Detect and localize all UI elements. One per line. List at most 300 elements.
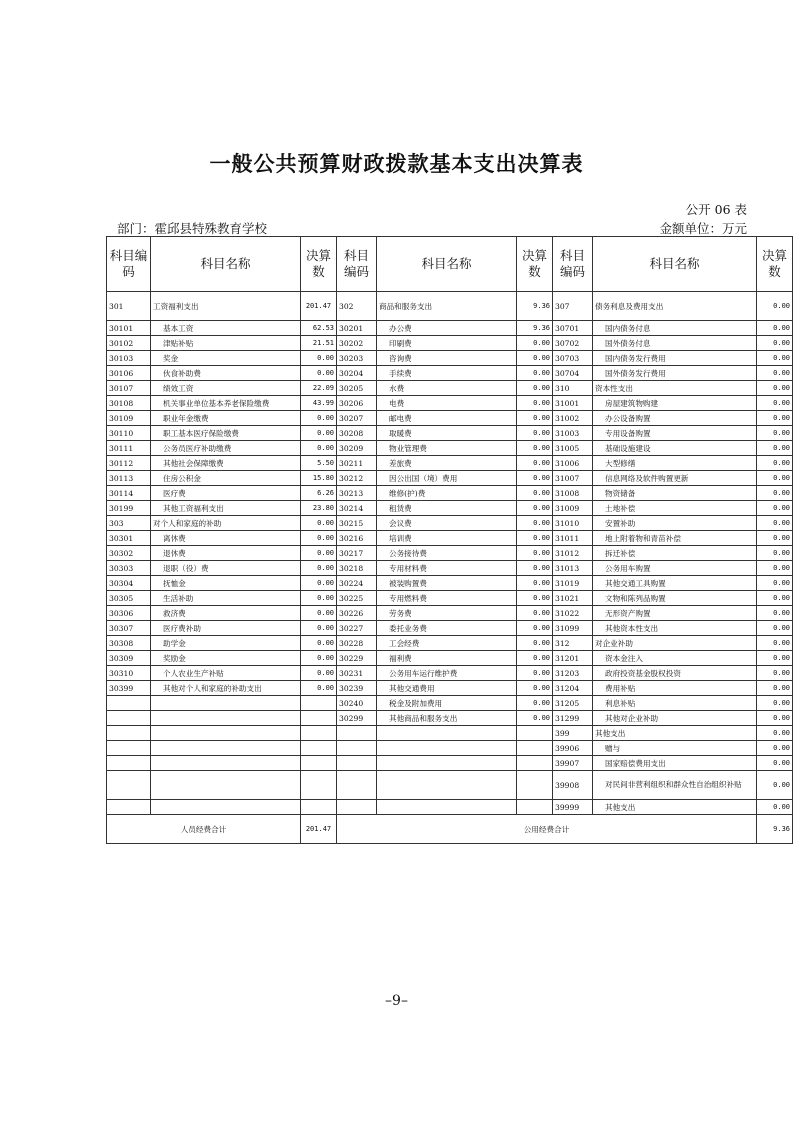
code-cell: 30226 bbox=[337, 606, 377, 621]
code-cell: 39999 bbox=[553, 800, 593, 815]
code-cell bbox=[337, 741, 377, 756]
amount-cell: 0.00 bbox=[517, 501, 553, 516]
name-cell: 土地补偿 bbox=[593, 501, 757, 516]
code-cell: 31022 bbox=[553, 606, 593, 621]
amount-cell: 0.00 bbox=[517, 681, 553, 696]
code-cell bbox=[107, 771, 151, 800]
code-cell: 30108 bbox=[107, 396, 151, 411]
name-cell: 信息网络及软件购置更新 bbox=[593, 471, 757, 486]
amount-cell: 0.00 bbox=[301, 666, 337, 681]
code-cell: 30204 bbox=[337, 366, 377, 381]
name-cell: 其他商品和服务支出 bbox=[377, 711, 517, 726]
amount-cell: 0.00 bbox=[517, 516, 553, 531]
amount-cell: 0.00 bbox=[757, 501, 793, 516]
amount-cell: 6.26 bbox=[301, 486, 337, 501]
code-cell: 30206 bbox=[337, 396, 377, 411]
name-cell: 国外债务发行费用 bbox=[593, 366, 757, 381]
amount-cell: 0.00 bbox=[757, 292, 793, 321]
amount-cell: 0.00 bbox=[757, 546, 793, 561]
name-cell: 离休费 bbox=[151, 531, 301, 546]
amount-cell: 0.00 bbox=[517, 471, 553, 486]
table-row bbox=[107, 292, 793, 321]
name-cell: 专用设备购置 bbox=[593, 426, 757, 441]
name-cell: 医疗费 bbox=[151, 486, 301, 501]
name-cell: 生活补助 bbox=[151, 591, 301, 606]
name-cell: 地上附着物和青苗补偿 bbox=[593, 531, 757, 546]
amount-cell: 0.00 bbox=[757, 636, 793, 651]
amount-cell: 0.00 bbox=[517, 606, 553, 621]
amount-cell: 0.00 bbox=[517, 591, 553, 606]
code-cell: 30228 bbox=[337, 636, 377, 651]
code-cell: 30208 bbox=[337, 426, 377, 441]
code-cell: 31010 bbox=[553, 516, 593, 531]
amount-cell: 0.00 bbox=[757, 681, 793, 696]
name-cell bbox=[151, 711, 301, 726]
code-cell: 30240 bbox=[337, 696, 377, 711]
code-cell: 30701 bbox=[553, 321, 593, 336]
amount-cell: 0.00 bbox=[757, 756, 793, 771]
amount-cell: 0.00 bbox=[517, 576, 553, 591]
amount-cell: 62.53 bbox=[301, 321, 337, 336]
code-cell: 30213 bbox=[337, 486, 377, 501]
name-cell: 其他社会保障缴费 bbox=[151, 456, 301, 471]
name-cell: 委托业务费 bbox=[377, 621, 517, 636]
amount-cell: 15.80 bbox=[301, 471, 337, 486]
code-cell: 30229 bbox=[337, 651, 377, 666]
amount-cell: 0.00 bbox=[757, 396, 793, 411]
code-cell: 30202 bbox=[337, 336, 377, 351]
amount-cell: 0.00 bbox=[301, 411, 337, 426]
amount-cell: 0.00 bbox=[757, 561, 793, 576]
table-row bbox=[107, 366, 793, 381]
code-cell: 30113 bbox=[107, 471, 151, 486]
name-cell: 会议费 bbox=[377, 516, 517, 531]
name-cell: 邮电费 bbox=[377, 411, 517, 426]
table-row bbox=[107, 606, 793, 621]
amount-cell: 0.00 bbox=[757, 621, 793, 636]
code-cell: 303 bbox=[107, 516, 151, 531]
code-cell bbox=[107, 756, 151, 771]
name-cell: 公务员医疗补助缴费 bbox=[151, 441, 301, 456]
name-cell: 其他工资福利支出 bbox=[151, 501, 301, 516]
code-cell bbox=[337, 800, 377, 815]
name-cell: 公务接待费 bbox=[377, 546, 517, 561]
amount-cell: 0.00 bbox=[757, 366, 793, 381]
name-cell: 差旅费 bbox=[377, 456, 517, 471]
amount-cell: 0.00 bbox=[757, 426, 793, 441]
personnel-total-label: 人员经费合计 bbox=[107, 815, 301, 844]
name-cell: 专用材料费 bbox=[377, 561, 517, 576]
table-row bbox=[107, 531, 793, 546]
code-cell: 30107 bbox=[107, 381, 151, 396]
name-cell: 租赁费 bbox=[377, 501, 517, 516]
table-row bbox=[107, 711, 793, 726]
code-cell: 31099 bbox=[553, 621, 593, 636]
name-cell: 津贴补贴 bbox=[151, 336, 301, 351]
name-cell: 资本金注入 bbox=[593, 651, 757, 666]
amount-cell: 0.00 bbox=[757, 696, 793, 711]
code-cell bbox=[107, 726, 151, 741]
code-cell: 30109 bbox=[107, 411, 151, 426]
code-cell: 31007 bbox=[553, 471, 593, 486]
table-row bbox=[107, 501, 793, 516]
amount-cell: 0.00 bbox=[517, 396, 553, 411]
amount-cell: 0.00 bbox=[517, 561, 553, 576]
table-row bbox=[107, 396, 793, 411]
amount-cell: 0.00 bbox=[301, 681, 337, 696]
code-cell: 30214 bbox=[337, 501, 377, 516]
code-cell: 30309 bbox=[107, 651, 151, 666]
header-name-3: 科目名称 bbox=[593, 237, 757, 292]
code-cell: 30203 bbox=[337, 351, 377, 366]
name-cell: 资本性支出 bbox=[593, 381, 757, 396]
code-cell: 30302 bbox=[107, 546, 151, 561]
header-code-3: 科目编码 bbox=[553, 237, 593, 292]
name-cell: 退职（役）费 bbox=[151, 561, 301, 576]
amount-cell: 0.00 bbox=[757, 471, 793, 486]
amount-cell: 0.00 bbox=[301, 351, 337, 366]
name-cell: 大型修缮 bbox=[593, 456, 757, 471]
name-cell: 个人农业生产补贴 bbox=[151, 666, 301, 681]
public-total-label: 公用经费合计 bbox=[337, 815, 757, 844]
table-row bbox=[107, 471, 793, 486]
code-cell: 30308 bbox=[107, 636, 151, 651]
code-cell bbox=[337, 771, 377, 800]
amount-cell: 0.00 bbox=[517, 456, 553, 471]
code-cell bbox=[337, 756, 377, 771]
code-cell: 310 bbox=[553, 381, 593, 396]
name-cell: 国内债务发行费用 bbox=[593, 351, 757, 366]
code-cell: 30106 bbox=[107, 366, 151, 381]
amount-cell bbox=[301, 726, 337, 741]
amount-cell: 0.00 bbox=[757, 606, 793, 621]
name-cell: 取暖费 bbox=[377, 426, 517, 441]
name-cell: 咨询费 bbox=[377, 351, 517, 366]
amount-cell: 0.00 bbox=[301, 546, 337, 561]
name-cell bbox=[377, 771, 517, 800]
code-cell: 31006 bbox=[553, 456, 593, 471]
name-cell: 住房公积金 bbox=[151, 471, 301, 486]
code-cell: 31299 bbox=[553, 711, 593, 726]
amount-cell: 22.09 bbox=[301, 381, 337, 396]
name-cell: 医疗费补助 bbox=[151, 621, 301, 636]
table-row bbox=[107, 336, 793, 351]
name-cell: 机关事业单位基本养老保险缴费 bbox=[151, 396, 301, 411]
table-row bbox=[107, 411, 793, 426]
amount-cell: 0.00 bbox=[757, 651, 793, 666]
amount-cell: 0.00 bbox=[757, 351, 793, 366]
table-row bbox=[107, 696, 793, 711]
amount-cell: 0.00 bbox=[301, 561, 337, 576]
amount-cell bbox=[301, 771, 337, 800]
table-row bbox=[107, 621, 793, 636]
table-row bbox=[107, 456, 793, 471]
table-row bbox=[107, 771, 793, 800]
code-cell: 30110 bbox=[107, 426, 151, 441]
code-cell: 30307 bbox=[107, 621, 151, 636]
table-row bbox=[107, 426, 793, 441]
code-cell: 39907 bbox=[553, 756, 593, 771]
name-cell: 维修(护)费 bbox=[377, 486, 517, 501]
code-cell: 31021 bbox=[553, 591, 593, 606]
name-cell: 无形资产购置 bbox=[593, 606, 757, 621]
table-row bbox=[107, 636, 793, 651]
code-cell bbox=[107, 741, 151, 756]
table-row bbox=[107, 561, 793, 576]
amount-cell: 0.00 bbox=[301, 636, 337, 651]
name-cell: 税金及附加费用 bbox=[377, 696, 517, 711]
code-cell: 30225 bbox=[337, 591, 377, 606]
code-cell bbox=[107, 711, 151, 726]
amount-cell: 0.00 bbox=[517, 636, 553, 651]
name-cell: 安置补助 bbox=[593, 516, 757, 531]
amount-cell bbox=[517, 771, 553, 800]
amount-cell: 0.00 bbox=[517, 426, 553, 441]
amount-cell: 0.00 bbox=[757, 456, 793, 471]
amount-cell: 0.00 bbox=[757, 771, 793, 800]
amount-cell: 0.00 bbox=[757, 711, 793, 726]
amount-cell: 0.00 bbox=[517, 621, 553, 636]
name-cell: 水费 bbox=[377, 381, 517, 396]
name-cell: 电费 bbox=[377, 396, 517, 411]
code-cell: 30399 bbox=[107, 681, 151, 696]
amount-cell: 0.00 bbox=[757, 441, 793, 456]
amount-cell: 0.00 bbox=[517, 336, 553, 351]
name-cell: 职工基本医疗保险缴费 bbox=[151, 426, 301, 441]
name-cell: 对企业补助 bbox=[593, 636, 757, 651]
name-cell: 专用燃料费 bbox=[377, 591, 517, 606]
name-cell: 助学金 bbox=[151, 636, 301, 651]
amount-cell: 0.00 bbox=[301, 516, 337, 531]
name-cell: 其他资本性支出 bbox=[593, 621, 757, 636]
code-cell: 31008 bbox=[553, 486, 593, 501]
amount-cell: 0.00 bbox=[301, 591, 337, 606]
table-row bbox=[107, 741, 793, 756]
amount-cell bbox=[517, 741, 553, 756]
code-cell: 30227 bbox=[337, 621, 377, 636]
name-cell: 办公费 bbox=[377, 321, 517, 336]
amount-cell: 0.00 bbox=[517, 696, 553, 711]
name-cell: 物业管理费 bbox=[377, 441, 517, 456]
name-cell: 救济费 bbox=[151, 606, 301, 621]
name-cell: 退休费 bbox=[151, 546, 301, 561]
department-label: 部门：霍邱县特殊教育学校 bbox=[117, 221, 268, 236]
code-cell bbox=[107, 696, 151, 711]
amount-cell: 23.80 bbox=[301, 501, 337, 516]
code-cell: 30209 bbox=[337, 441, 377, 456]
code-cell bbox=[337, 726, 377, 741]
table-row bbox=[107, 756, 793, 771]
name-cell: 公务用车购置 bbox=[593, 561, 757, 576]
amount-cell: 0.00 bbox=[301, 531, 337, 546]
code-cell: 31005 bbox=[553, 441, 593, 456]
code-cell: 30299 bbox=[337, 711, 377, 726]
code-cell: 31009 bbox=[553, 501, 593, 516]
amount-cell: 0.00 bbox=[517, 666, 553, 681]
amount-cell: 0.00 bbox=[517, 486, 553, 501]
name-cell: 因公出国（境）费用 bbox=[377, 471, 517, 486]
amount-cell bbox=[301, 756, 337, 771]
code-cell: 30301 bbox=[107, 531, 151, 546]
amount-cell: 0.00 bbox=[517, 546, 553, 561]
amount-cell: 5.50 bbox=[301, 456, 337, 471]
code-cell: 30702 bbox=[553, 336, 593, 351]
code-cell: 312 bbox=[553, 636, 593, 651]
name-cell: 物资储备 bbox=[593, 486, 757, 501]
code-cell: 30111 bbox=[107, 441, 151, 456]
code-cell: 30704 bbox=[553, 366, 593, 381]
amount-cell: 0.00 bbox=[517, 351, 553, 366]
name-cell: 商品和服务支出 bbox=[377, 292, 517, 321]
name-cell: 办公设备购置 bbox=[593, 411, 757, 426]
header-amount-3: 决算数 bbox=[757, 237, 793, 292]
name-cell bbox=[151, 726, 301, 741]
code-cell: 30239 bbox=[337, 681, 377, 696]
code-cell: 30114 bbox=[107, 486, 151, 501]
amount-cell bbox=[301, 711, 337, 726]
amount-cell: 0.00 bbox=[757, 666, 793, 681]
code-cell: 30216 bbox=[337, 531, 377, 546]
amount-cell: 0.00 bbox=[301, 366, 337, 381]
code-cell: 301 bbox=[107, 292, 151, 321]
amount-cell: 0.00 bbox=[757, 531, 793, 546]
amount-cell bbox=[517, 726, 553, 741]
code-cell: 30305 bbox=[107, 591, 151, 606]
name-cell: 绩效工资 bbox=[151, 381, 301, 396]
amount-cell bbox=[517, 756, 553, 771]
name-cell: 费用补贴 bbox=[593, 681, 757, 696]
name-cell: 房屋建筑物购建 bbox=[593, 396, 757, 411]
public-total-value: 9.36 bbox=[757, 815, 793, 844]
amount-cell: 0.00 bbox=[757, 591, 793, 606]
amount-cell: 0.00 bbox=[757, 486, 793, 501]
name-cell: 被装购置费 bbox=[377, 576, 517, 591]
amount-cell: 0.00 bbox=[517, 711, 553, 726]
name-cell: 工会经费 bbox=[377, 636, 517, 651]
name-cell: 劳务费 bbox=[377, 606, 517, 621]
name-cell bbox=[151, 756, 301, 771]
name-cell: 其他对个人和家庭的补助支出 bbox=[151, 681, 301, 696]
name-cell: 国外债务付息 bbox=[593, 336, 757, 351]
name-cell: 工资福利支出 bbox=[151, 292, 301, 321]
code-cell: 31002 bbox=[553, 411, 593, 426]
amount-cell: 0.00 bbox=[757, 741, 793, 756]
amount-cell: 0.00 bbox=[301, 651, 337, 666]
table-row bbox=[107, 681, 793, 696]
personnel-total-value: 201.47 bbox=[301, 815, 337, 844]
amount-cell: 0.00 bbox=[301, 621, 337, 636]
code-cell: 399 bbox=[553, 726, 593, 741]
name-cell: 公务用车运行维护费 bbox=[377, 666, 517, 681]
amount-cell: 0.00 bbox=[757, 336, 793, 351]
name-cell: 基本工资 bbox=[151, 321, 301, 336]
code-cell: 39908 bbox=[553, 771, 593, 800]
totals-row bbox=[107, 815, 793, 844]
code-cell bbox=[107, 800, 151, 815]
table-row bbox=[107, 800, 793, 815]
amount-cell bbox=[301, 741, 337, 756]
code-cell: 31019 bbox=[553, 576, 593, 591]
header-name-1: 科目名称 bbox=[151, 237, 301, 292]
code-cell: 30199 bbox=[107, 501, 151, 516]
code-cell: 31204 bbox=[553, 681, 593, 696]
code-cell: 31013 bbox=[553, 561, 593, 576]
table-row bbox=[107, 666, 793, 681]
code-cell: 31012 bbox=[553, 546, 593, 561]
table-row bbox=[107, 486, 793, 501]
name-cell: 对个人和家庭的补助 bbox=[151, 516, 301, 531]
code-cell: 31201 bbox=[553, 651, 593, 666]
amount-cell: 21.51 bbox=[301, 336, 337, 351]
header-code-1: 科目编码 bbox=[107, 237, 151, 292]
name-cell: 其他交通费用 bbox=[377, 681, 517, 696]
table-row bbox=[107, 321, 793, 336]
code-cell: 31203 bbox=[553, 666, 593, 681]
name-cell bbox=[377, 726, 517, 741]
header-amount-2: 决算数 bbox=[517, 237, 553, 292]
amount-cell: 0.00 bbox=[517, 411, 553, 426]
code-cell: 30101 bbox=[107, 321, 151, 336]
amount-cell: 201.47 bbox=[301, 292, 337, 321]
name-cell: 赠与 bbox=[593, 741, 757, 756]
name-cell: 抚恤金 bbox=[151, 576, 301, 591]
code-cell: 31205 bbox=[553, 696, 593, 711]
name-cell: 利息补贴 bbox=[593, 696, 757, 711]
amount-cell bbox=[517, 800, 553, 815]
name-cell bbox=[377, 800, 517, 815]
amount-cell: 0.00 bbox=[517, 381, 553, 396]
table-row bbox=[107, 591, 793, 606]
code-cell: 30211 bbox=[337, 456, 377, 471]
code-cell: 30304 bbox=[107, 576, 151, 591]
name-cell: 文物和陈列品购置 bbox=[593, 591, 757, 606]
amount-cell: 0.00 bbox=[517, 651, 553, 666]
code-cell: 31003 bbox=[553, 426, 593, 441]
name-cell bbox=[151, 696, 301, 711]
code-cell: 30218 bbox=[337, 561, 377, 576]
code-cell: 30215 bbox=[337, 516, 377, 531]
table-row bbox=[107, 726, 793, 741]
code-cell: 31001 bbox=[553, 396, 593, 411]
table-row bbox=[107, 546, 793, 561]
amount-cell: 9.36 bbox=[517, 321, 553, 336]
name-cell: 其他交通工具购置 bbox=[593, 576, 757, 591]
name-cell: 伙食补助费 bbox=[151, 366, 301, 381]
unit-label: 金额单位：万元 bbox=[659, 221, 747, 236]
code-cell: 30231 bbox=[337, 666, 377, 681]
code-cell: 30224 bbox=[337, 576, 377, 591]
amount-cell: 9.36 bbox=[517, 292, 553, 321]
amount-cell: 0.00 bbox=[757, 381, 793, 396]
header-code-2: 科目编码 bbox=[337, 237, 377, 292]
name-cell: 奖金 bbox=[151, 351, 301, 366]
name-cell bbox=[151, 741, 301, 756]
code-cell: 30310 bbox=[107, 666, 151, 681]
amount-cell: 0.00 bbox=[757, 800, 793, 815]
name-cell: 奖励金 bbox=[151, 651, 301, 666]
header-name-2: 科目名称 bbox=[377, 237, 517, 292]
amount-cell bbox=[301, 800, 337, 815]
form-code: 公开 06 表 bbox=[685, 202, 747, 217]
code-cell: 30217 bbox=[337, 546, 377, 561]
amount-cell: 0.00 bbox=[757, 321, 793, 336]
table-row bbox=[107, 651, 793, 666]
code-cell: 30102 bbox=[107, 336, 151, 351]
code-cell: 30703 bbox=[553, 351, 593, 366]
name-cell bbox=[151, 771, 301, 800]
name-cell: 国内债务付息 bbox=[593, 321, 757, 336]
name-cell: 手续费 bbox=[377, 366, 517, 381]
